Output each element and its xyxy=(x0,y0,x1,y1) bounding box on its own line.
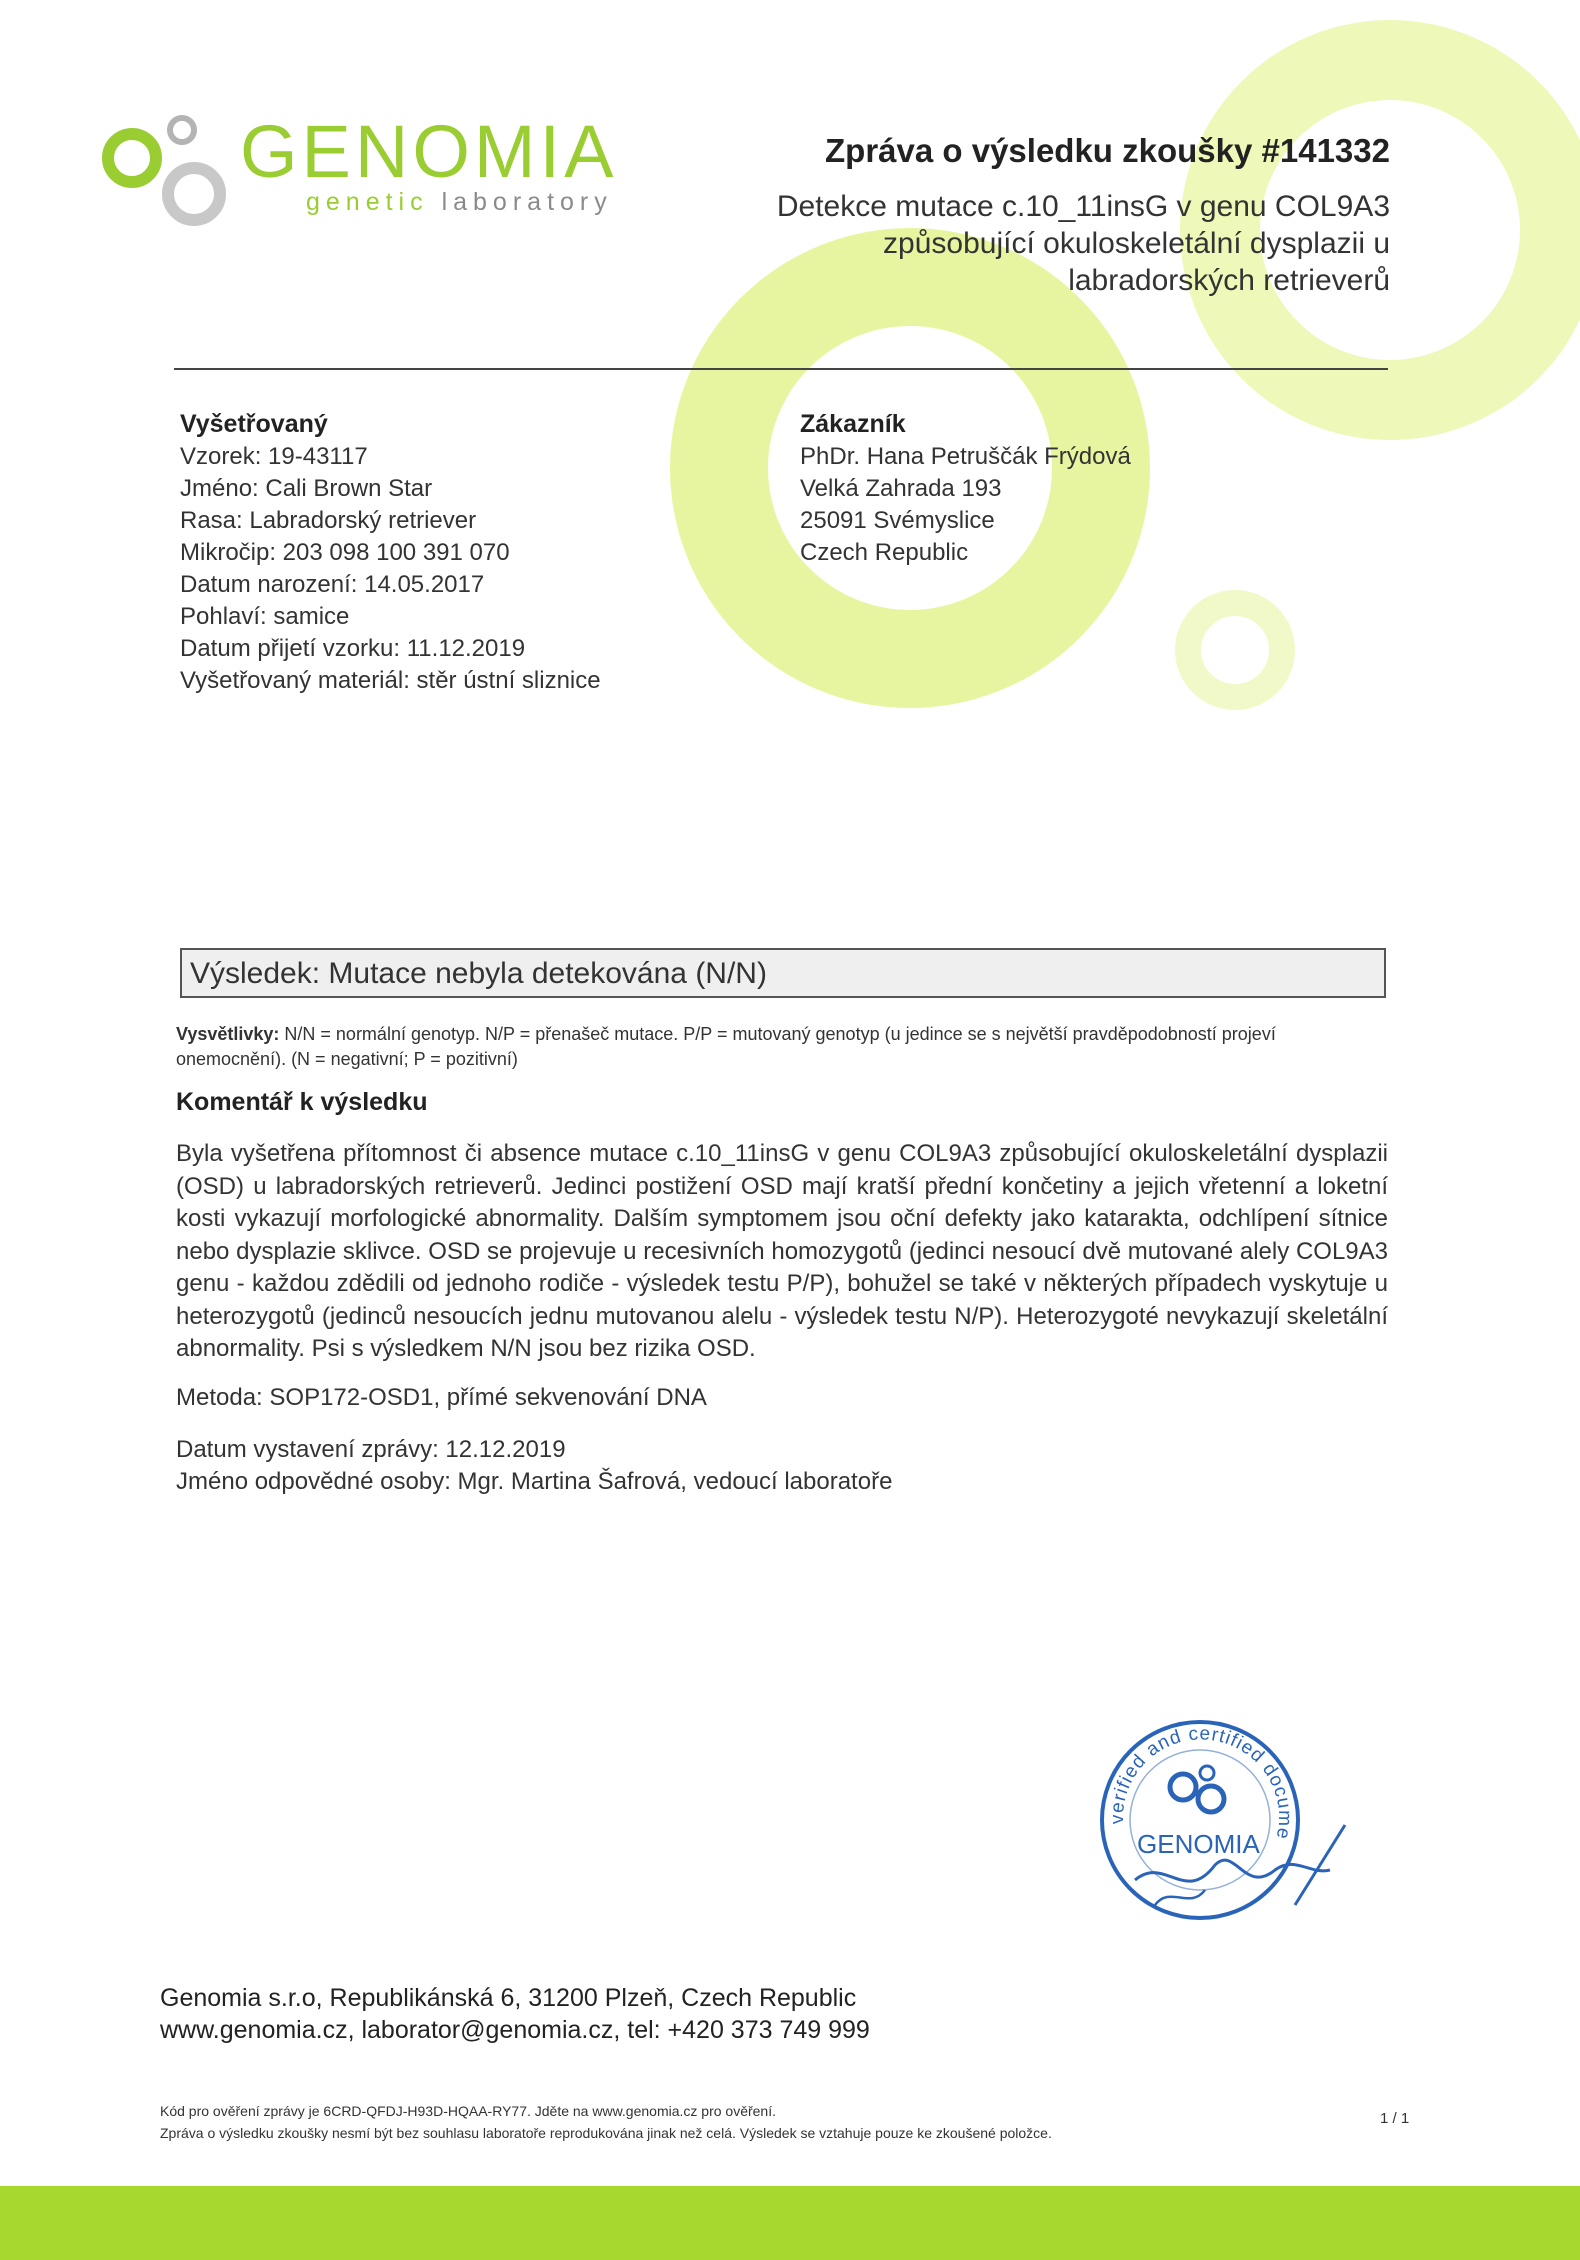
birthdate-line: Datum narození: 14.05.2017 xyxy=(180,571,485,598)
examined-label: Vyšetřovaný xyxy=(180,410,328,438)
examined-section xyxy=(180,410,601,697)
result-text: Výsledek: Mutace nebyla detekována (N/N) xyxy=(190,957,767,990)
responsible-person: Jméno odpovědné osoby: Mgr. Martina Šafrová, vedoucí laboratoře xyxy=(176,1468,893,1495)
microchip-line: Mikročip: 203 098 100 391 070 xyxy=(180,539,510,566)
legend-label: Vysvětlivky: xyxy=(176,1024,280,1044)
legend-text: N/N = normální genotyp. N/P = přenašeč mutace. P/P = mutovaný genotyp (u jedince se s největší pravděpodobností projeví onemocnění). (N = negativní; P = pozitivní) xyxy=(176,1024,1276,1069)
logo-circles-icon xyxy=(100,100,240,240)
svg-text:GENOMIA: GENOMIA xyxy=(1137,1829,1260,1859)
footer-notes xyxy=(160,2100,1052,2144)
customer-label: Zákazník xyxy=(800,410,906,438)
customer-name: PhDr. Hana Petruščák Frýdová xyxy=(800,443,1131,470)
issued-block xyxy=(176,1434,892,1498)
material-line: Vyšetřovaný materiál: stěr ústní sliznice xyxy=(180,667,601,694)
svg-text:verified and certified documen: verified and certified docume xyxy=(1106,1723,1296,1842)
header-divider xyxy=(174,368,1388,370)
breed-line: Rasa: Labradorský retriever xyxy=(180,507,477,534)
company-address: Genomia s.r.o, Republikánská 6, 31200 Plzeň, Czech Republic xyxy=(160,1984,857,2012)
background-ring-small xyxy=(1175,590,1295,710)
method-line: Metoda: SOP172-OSD1, přímé sekvenování DNA xyxy=(176,1384,707,1411)
result-box xyxy=(180,948,1386,998)
reproduction-notice: Zpráva o výsledku zkoušky nesmí být bez souhlasu laboratoře reprodukována jinak než celá. Výsledek se vztahuje pouze ke zkoušené položce. xyxy=(160,2125,1052,2141)
comment-paragraph: Byla vyšetřena přítomnost či absence mutace c.10_11insG v genu COL9A3 způsobující okuloskeletální dysplazii (OSD) u labradorských retrieverů. Jedinci postižení OSD mají kratší přední končetiny a jejich vřetenní a loketní kosti vykazují morfologické abnormality. Dalším symptomem jsou oční defekty jako katarakta, odchlípení sítnice nebo dysplazie sklivce. OSD se projevuje u recesivních homozygotů (jedinci nesoucí dvě mutované alely COL9A3 genu - každou zdědili od jednoho rodiče - výsledek testu P/P), bohužel se také v některých případech vyskytuje u heterozygotů (jedinců nesoucích jednu mutovanou alelu - výsledek testu N/P). Heterozygoté nevykazují skeletální abnormality. Psi s výsledkem N/N jsou bez rizika OSD. xyxy=(176,1140,1388,1362)
name-line: Jméno: Cali Brown Star xyxy=(180,475,433,502)
report-title: Zpráva o výsledku zkoušky #141332 xyxy=(825,132,1390,169)
received-date-line: Datum přijetí vzorku: 11.12.2019 xyxy=(180,635,526,662)
legend xyxy=(176,1022,1376,1072)
bottom-green-band xyxy=(0,2186,1580,2260)
customer-country: Czech Republic xyxy=(800,539,969,566)
stamp-seal-icon xyxy=(1095,1705,1365,1935)
report-subtitle: Detekce mutace c.10_11insG v genu COL9A3 způsobující okuloskeletální dysplazii u labradorských retrieverů xyxy=(776,190,1390,297)
logo-wordmark: GENOMIA xyxy=(240,110,618,193)
customer-street: Velká Zahrada 193 xyxy=(800,475,1002,502)
logo-subtitle: genetic laboratory xyxy=(306,188,613,216)
customer-section xyxy=(800,410,1131,569)
certified-stamp xyxy=(1095,1705,1365,1935)
footer-address xyxy=(160,1982,870,2046)
page-number: 1 / 1 xyxy=(1380,2110,1410,2127)
issue-date: Datum vystavení zprávy: 12.12.2019 xyxy=(176,1436,566,1463)
sample-line: Vzorek: 19-43117 xyxy=(180,443,368,470)
comment-title: Komentář k výsledku xyxy=(176,1088,428,1116)
verification-code: Kód pro ověření zprávy je 6CRD-QFDJ-H93D-HQAA-RY77. Jděte na www.genomia.cz pro ověření. xyxy=(160,2103,776,2119)
company-contact: www.genomia.cz, laborator@genomia.cz, tel: +420 373 749 999 xyxy=(160,2016,870,2044)
customer-city: 25091 Svémyslice xyxy=(800,507,995,534)
sex-line: Pohlaví: samice xyxy=(180,603,350,630)
